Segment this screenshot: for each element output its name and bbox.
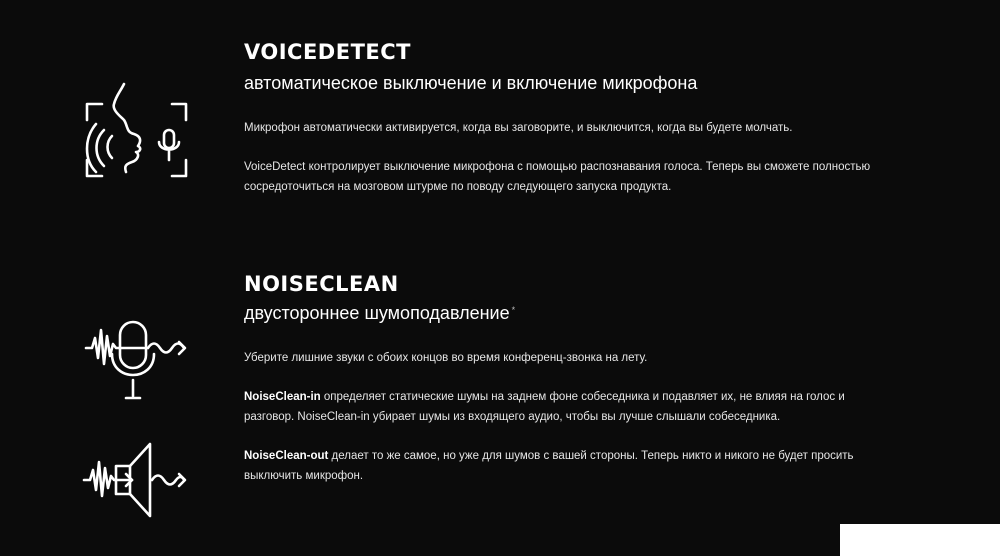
- voicedetect-paragraph-1: Микрофон автоматически активируется, когда вы заговорите, и выключится, когда вы будете молчать.: [244, 122, 793, 134]
- noiseclean-out-label: NoiseClean-out: [244, 450, 329, 462]
- noiseclean-paragraph-1: Уберите лишние звуки с обоих концов во время конференц-звонка на лету.: [244, 352, 648, 364]
- noiseclean-out-text: делает то же самое, но уже для шумов с вашей стороны. Теперь никто и никого не будет просить выключить микрофон.: [244, 450, 854, 482]
- footnote-mark: *: [511, 305, 516, 315]
- voicedetect-paragraph-2: VoiceDetect контролирует выключение микрофона с помощью распознавания голоса. Теперь вы сможете полностью сосредоточиться на мозговом штурме по поводу следующего запуска продукта.: [244, 161, 871, 193]
- noiseclean-in-text: определяет статические шумы на заднем фоне собеседника и подавляет их, не влияя на голос и разговор. NoiseClean-in убирает шумы из входящего аудио, чтобы вы лучше слышали собеседника.: [244, 391, 845, 423]
- noiseclean-title: NOISECLEAN: [244, 272, 399, 296]
- noiseclean-in-label: NoiseClean-in: [244, 391, 321, 403]
- noiseclean-out-paragraph: [244, 446, 884, 486]
- speaker-waveform-icon: [82, 440, 192, 522]
- noiseclean-subtitle-text: двустороннее шумоподавление: [244, 303, 510, 323]
- noiseclean-in-paragraph: [244, 387, 884, 427]
- voicedetect-subtitle: автоматическое выключение и включение микрофона: [244, 73, 698, 93]
- voice-detect-icon: [82, 80, 192, 180]
- corner-white-block: [840, 524, 1000, 556]
- voicedetect-title: VOICEDETECT: [244, 40, 411, 64]
- noiseclean-subtitle: [244, 303, 515, 324]
- microphone-waveform-icon: [84, 318, 194, 404]
